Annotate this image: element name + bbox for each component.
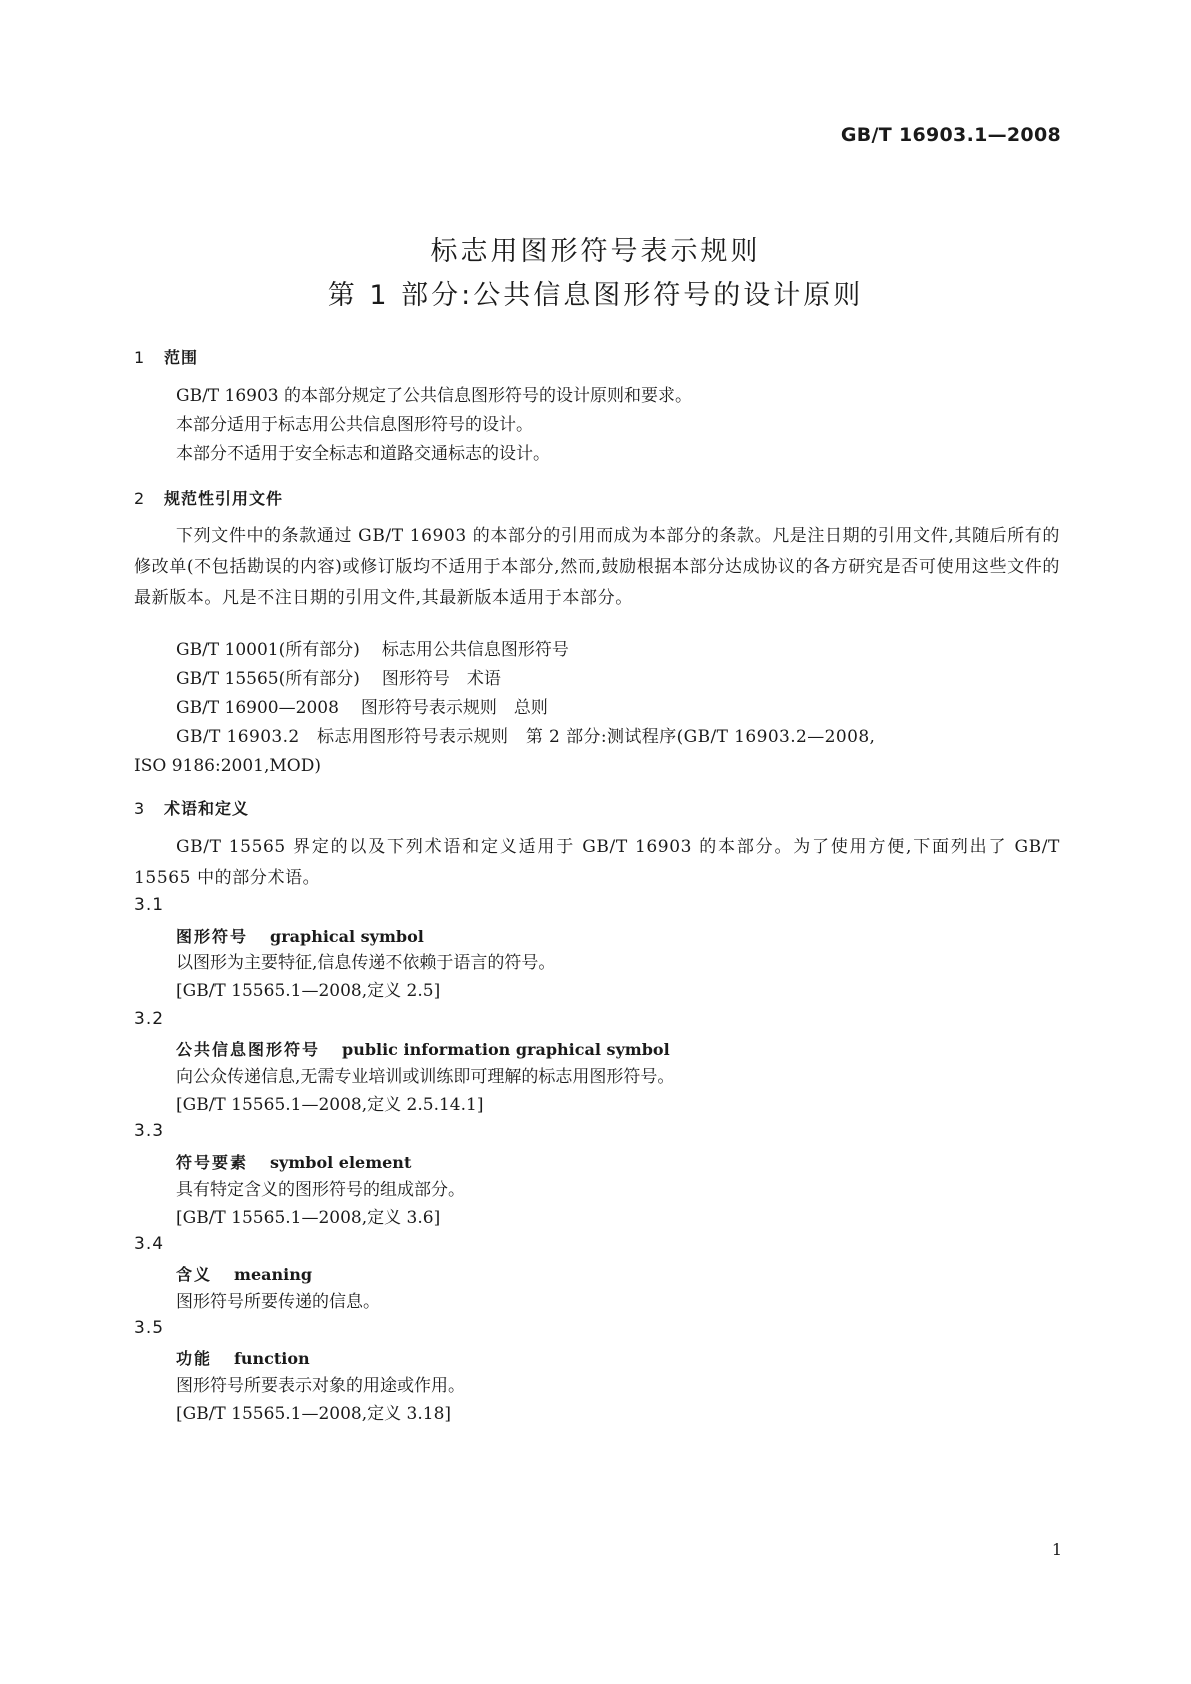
scope-line-3: 本部分不适用于安全标志和道路交通标志的设计。 bbox=[176, 444, 550, 464]
term-definition: 图形符号所要表示对象的用途或作用。 bbox=[176, 1376, 465, 1396]
reference-item bbox=[176, 693, 548, 724]
term-source: [GB/T 15565.1—2008,定义 2.5] bbox=[176, 981, 441, 1001]
term-number: 3.5 bbox=[134, 1318, 165, 1338]
normative-references-paragraph: 下列文件中的条款通过 GB/T 16903 的本部分的引用而成为本部分的条款。凡是注日期的引用文件,其随后所有的修改单(不包括勘误的内容)或修订版均不适用于本部分,然而,鼓励根据本部分达成协议的各方研究是否可使用这些文件的最新版本。凡是不注日期的引用文件,其最新版本适用于本部分。 bbox=[134, 526, 1060, 608]
scope-line-1: GB/T 16903 的本部分规定了公共信息图形符号的设计原则和要求。 bbox=[176, 386, 693, 406]
term-number: 3.1 bbox=[134, 895, 165, 915]
section-3-heading bbox=[134, 796, 249, 819]
reference-title: 图形符号 术语 bbox=[381, 669, 501, 689]
section-title: 规范性引用文件 bbox=[164, 489, 284, 508]
standard-code: GB/T 16903.1—2008 bbox=[840, 124, 1061, 146]
term-heading bbox=[176, 1346, 310, 1369]
term-en: meaning bbox=[234, 1265, 313, 1284]
term-zh: 含义 bbox=[176, 1265, 213, 1284]
term-zh: 功能 bbox=[176, 1349, 213, 1368]
term-heading bbox=[176, 1262, 312, 1285]
term-source: [GB/T 15565.1—2008,定义 3.6] bbox=[176, 1208, 441, 1228]
term-heading bbox=[176, 924, 424, 947]
term-en: symbol element bbox=[270, 1153, 412, 1172]
section-title: 范围 bbox=[164, 348, 199, 367]
reference-title: 标志用公共信息图形符号 bbox=[381, 640, 569, 660]
section-title: 术语和定义 bbox=[164, 799, 250, 818]
term-source: [GB/T 15565.1—2008,定义 2.5.14.1] bbox=[176, 1095, 484, 1115]
term-source: [GB/T 15565.1—2008,定义 3.18] bbox=[176, 1404, 452, 1424]
term-zh: 图形符号 bbox=[176, 927, 249, 946]
term-number: 3.2 bbox=[134, 1009, 165, 1029]
term-number: 3.3 bbox=[134, 1121, 165, 1141]
reference-item-4-line-1: GB/T 16903.2 标志用图形符号表示规则 第 2 部分:测试程序(GB/T 16903.2—2008, bbox=[176, 727, 876, 747]
term-definition: 图形符号所要传递的信息。 bbox=[176, 1292, 380, 1312]
scope-line-2: 本部分适用于标志用公共信息图形符号的设计。 bbox=[176, 415, 533, 435]
page-number: 1 bbox=[1051, 1540, 1062, 1559]
term-en: graphical symbol bbox=[270, 927, 424, 946]
reference-code: GB/T 10001(所有部分) bbox=[176, 640, 360, 660]
term-zh: 公共信息图形符号 bbox=[176, 1040, 321, 1059]
term-en: function bbox=[234, 1349, 310, 1368]
section-number: 2 bbox=[134, 489, 146, 508]
term-number: 3.4 bbox=[134, 1234, 165, 1254]
section-1-heading bbox=[134, 345, 198, 368]
reference-item bbox=[176, 635, 569, 666]
section-number: 1 bbox=[134, 348, 146, 367]
reference-item bbox=[176, 664, 501, 695]
title-line-2: 第 1 部分:公共信息图形符号的设计原则 bbox=[327, 280, 864, 311]
reference-code: GB/T 16900—2008 bbox=[176, 698, 339, 718]
section-number: 3 bbox=[134, 799, 146, 818]
term-zh: 符号要素 bbox=[176, 1153, 249, 1172]
terms-intro-paragraph: GB/T 15565 界定的以及下列术语和定义适用于 GB/T 16903 的本部分。为了使用方便,下面列出了 GB/T 15565 中的部分术语。 bbox=[134, 837, 1060, 888]
term-heading bbox=[176, 1150, 411, 1173]
reference-item-4-line-2: ISO 9186:2001,MOD) bbox=[134, 756, 321, 776]
section-2-heading bbox=[134, 486, 283, 509]
term-heading bbox=[176, 1037, 670, 1060]
term-en: public information graphical symbol bbox=[342, 1040, 670, 1059]
reference-code: GB/T 15565(所有部分) bbox=[176, 669, 360, 689]
term-definition: 向公众传递信息,无需专业培训或训练即可理解的标志用图形符号。 bbox=[176, 1067, 675, 1087]
title-line-1: 标志用图形符号表示规则 bbox=[430, 236, 761, 267]
term-definition: 以图形为主要特征,信息传递不依赖于语言的符号。 bbox=[176, 953, 556, 973]
reference-title: 图形符号表示规则 总则 bbox=[360, 698, 548, 718]
term-definition: 具有特定含义的图形符号的组成部分。 bbox=[176, 1180, 465, 1200]
